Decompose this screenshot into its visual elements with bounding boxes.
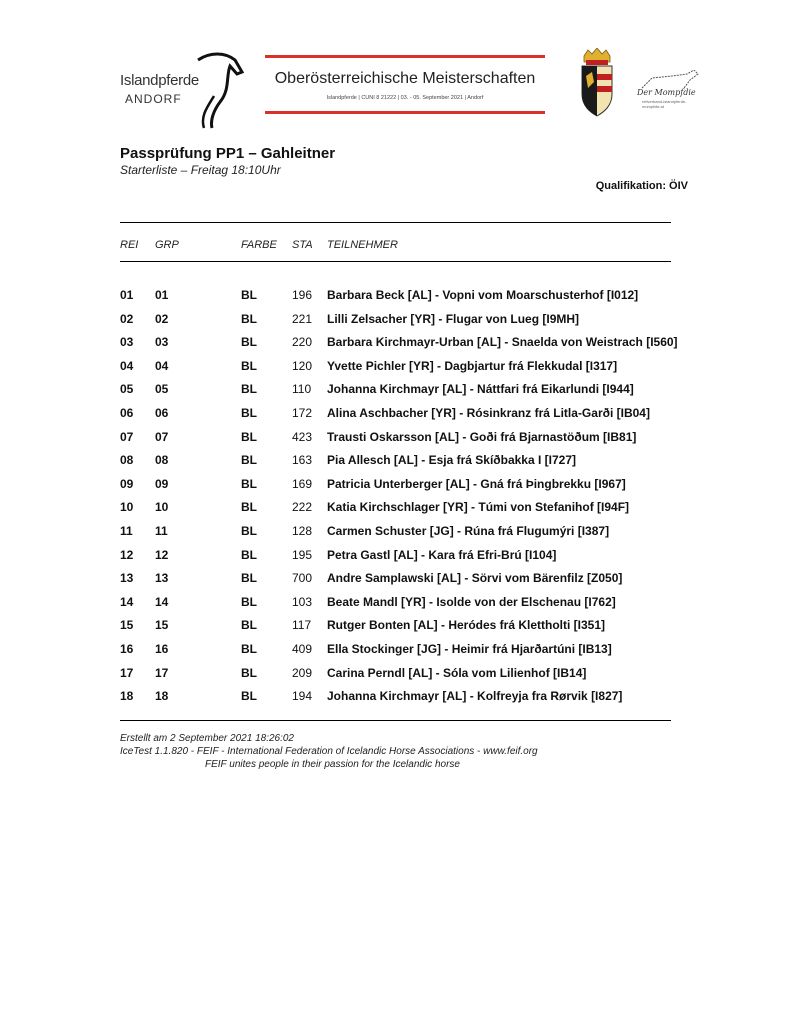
row-sta: 194 [292, 689, 313, 704]
row-participant: Andre Samplawski [AL] - Sörvi vom Bärenfilz [Z050] [327, 571, 623, 586]
row-farbe: BL [241, 641, 257, 656]
left-logo-title: Islandpferde [120, 72, 199, 89]
row-participant: Yvette Pichler [YR] - Dagbjartur frá Flekkudal [I317] [327, 358, 618, 373]
row-rei: 06 [120, 405, 134, 420]
row-grp: 18 [155, 689, 169, 704]
banner-top-line [265, 55, 545, 58]
banner-subtitle: Islandpferde | CUNI 8 21222 | 03. - 05. September 2021 | Andorf [326, 95, 484, 101]
row-participant: Pia Allesch [AL] - Esja frá Skíðbakka I [I727] [327, 453, 576, 468]
left-logo-subtitle: ANDORF [125, 92, 182, 106]
row-sta: 117 [292, 618, 312, 633]
row-farbe: BL [241, 523, 257, 538]
table-row [0, 406, 791, 430]
table-row [0, 524, 791, 548]
row-sta: 700 [292, 571, 313, 586]
table-row [0, 689, 791, 713]
page-title: Passprüfung PP1 – Gahleitner [120, 145, 336, 162]
row-grp: 05 [155, 382, 169, 397]
row-sta: 169 [292, 476, 313, 491]
row-rei: 15 [120, 618, 134, 633]
table-row [0, 288, 791, 312]
table-row [0, 548, 791, 572]
banner-bottom-line [265, 111, 545, 114]
column-header-teilnehmer: TEILNEHMER [327, 239, 398, 251]
row-participant: Johanna Kirchmayr [AL] - Kolfreyja fra Rørvik [I827] [327, 689, 623, 704]
row-sta: 110 [292, 382, 312, 397]
row-participant: Rutger Bonten [AL] - Heródes frá Klettholti [I351] [327, 618, 606, 633]
table-row [0, 312, 791, 336]
row-participant: Trausti Oskarsson [AL] - Goði frá Bjarnastöðum [IB81] [327, 429, 637, 444]
table-row [0, 453, 791, 477]
table-row [0, 382, 791, 406]
row-participant: Carmen Schuster [JG] - Rúna frá Flugumýri [I387] [327, 523, 610, 538]
column-header-rei: REI [120, 239, 139, 251]
qualification-label: Qualifikation: ÖIV [595, 180, 688, 192]
row-rei: 16 [120, 641, 134, 656]
row-rei: 12 [120, 547, 134, 562]
bottom-divider [120, 720, 671, 721]
right-logo-title: Der Mompfdie [637, 88, 696, 97]
row-grp: 01 [155, 288, 169, 302]
row-grp: 04 [155, 358, 169, 373]
table-row [0, 642, 791, 666]
row-grp: 16 [155, 641, 169, 656]
row-farbe: BL [241, 311, 257, 326]
row-farbe: BL [241, 358, 257, 373]
page-header [0, 0, 791, 140]
row-rei: 10 [120, 500, 134, 515]
row-farbe: BL [241, 429, 257, 444]
row-rei: 01 [120, 288, 134, 302]
row-farbe: BL [241, 571, 257, 586]
row-farbe: BL [241, 476, 257, 491]
header-divider [120, 261, 671, 262]
row-sta: 120 [292, 358, 313, 373]
row-grp: 03 [155, 335, 169, 350]
row-sta: 220 [292, 335, 313, 350]
row-participant: Alina Aschbacher [YR] - Rósinkranz frá Litla-Garði [IB04] [327, 405, 650, 420]
row-farbe: BL [241, 547, 257, 562]
row-rei: 18 [120, 689, 134, 704]
row-grp: 12 [155, 547, 169, 562]
row-grp: 08 [155, 453, 169, 468]
row-rei: 13 [120, 571, 134, 586]
row-sta: 196 [292, 288, 313, 302]
horse-head-icon [190, 50, 245, 130]
table-row [0, 618, 791, 642]
page-subtitle: Starterliste – Freitag 18:10Uhr [120, 163, 281, 177]
row-rei: 14 [120, 594, 134, 609]
row-participant: Barbara Kirchmayr-Urban [AL] - Snaelda von Weistrach [I560] [327, 335, 678, 350]
row-sta: 222 [292, 500, 313, 515]
row-rei: 04 [120, 358, 134, 373]
row-rei: 03 [120, 335, 134, 350]
table-row [0, 477, 791, 501]
top-divider [120, 222, 671, 223]
row-rei: 17 [120, 665, 134, 680]
row-grp: 15 [155, 618, 169, 633]
table-row [0, 595, 791, 619]
row-farbe: BL [241, 689, 257, 704]
row-farbe: BL [241, 405, 257, 420]
row-farbe: BL [241, 335, 257, 350]
row-grp: 17 [155, 665, 169, 680]
column-header-farbe: FARBE [241, 239, 277, 251]
row-farbe: BL [241, 618, 257, 633]
row-participant: Johanna Kirchmayr [AL] - Náttfari frá Eikarlundi [I944] [327, 382, 634, 397]
row-sta: 103 [292, 594, 313, 609]
row-grp: 10 [155, 500, 169, 515]
row-participant: Petra Gastl [AL] - Kara frá Efri-Brú [I104] [327, 547, 557, 562]
row-farbe: BL [241, 288, 257, 302]
row-sta: 209 [292, 665, 313, 680]
row-sta: 172 [292, 405, 313, 420]
table-row [0, 430, 791, 454]
right-logo-subtitle: reitverband-islandpferde-mompfdie.at [642, 99, 687, 109]
table-row [0, 500, 791, 524]
row-sta: 221 [292, 311, 313, 326]
row-rei: 02 [120, 311, 134, 326]
column-header-grp: GRP [155, 239, 179, 251]
row-farbe: BL [241, 665, 257, 680]
table-row [0, 571, 791, 595]
row-rei: 05 [120, 382, 134, 397]
row-grp: 02 [155, 311, 169, 326]
row-farbe: BL [241, 594, 257, 609]
row-participant: Carina Perndl [AL] - Sóla vom Lilienhof [IB14] [327, 665, 587, 680]
row-rei: 08 [120, 453, 134, 468]
row-farbe: BL [241, 382, 257, 397]
footer-software: IceTest 1.1.820 - FEIF - International Federation of Icelandic Horse Associations - www.feif.org [120, 746, 538, 757]
starter-list [0, 288, 791, 713]
row-grp: 06 [155, 405, 169, 420]
event-banner [265, 55, 545, 117]
row-grp: 13 [155, 571, 169, 586]
row-sta: 128 [292, 523, 313, 538]
column-header-sta: STA [292, 239, 313, 251]
table-row [0, 666, 791, 690]
row-participant: Beate Mandl [YR] - Isolde von der Elschenau [I762] [327, 594, 616, 609]
row-rei: 07 [120, 429, 134, 444]
coat-of-arms-icon [578, 48, 616, 118]
banner-title: Oberösterreichische Meisterschaften [274, 70, 536, 87]
right-logo [632, 70, 707, 110]
islandpferde-andorf-logo [120, 50, 245, 130]
row-sta: 163 [292, 453, 313, 468]
row-farbe: BL [241, 453, 257, 468]
row-farbe: BL [241, 500, 257, 515]
row-grp: 14 [155, 594, 169, 609]
row-grp: 09 [155, 476, 169, 491]
footer-slogan: FEIF unites people in their passion for the Icelandic horse [205, 759, 460, 770]
table-row [0, 335, 791, 359]
table-row [0, 359, 791, 383]
footer-created: Erstellt am 2 September 2021 18:26:02 [120, 733, 294, 744]
row-sta: 423 [292, 429, 313, 444]
row-grp: 07 [155, 429, 169, 444]
row-rei: 11 [120, 523, 133, 538]
row-sta: 195 [292, 547, 313, 562]
row-participant: Katia Kirchschlager [YR] - Túmi von Stefanihof [I94F] [327, 500, 630, 515]
row-participant: Barbara Beck [AL] - Vopni vom Moarschusterhof [I012] [327, 288, 639, 302]
row-participant: Ella Stockinger [JG] - Heimir frá Hjarðartúni [IB13] [327, 641, 612, 656]
row-rei: 09 [120, 476, 134, 491]
row-grp: 11 [155, 523, 168, 538]
horse-silhouette-icon [632, 70, 707, 90]
row-participant: Lilli Zelsacher [YR] - Flugar von Lueg [I9MH] [327, 311, 580, 326]
row-participant: Patricia Unterberger [AL] - Gná frá Þingbrekku [I967] [327, 476, 626, 491]
row-sta: 409 [292, 641, 313, 656]
